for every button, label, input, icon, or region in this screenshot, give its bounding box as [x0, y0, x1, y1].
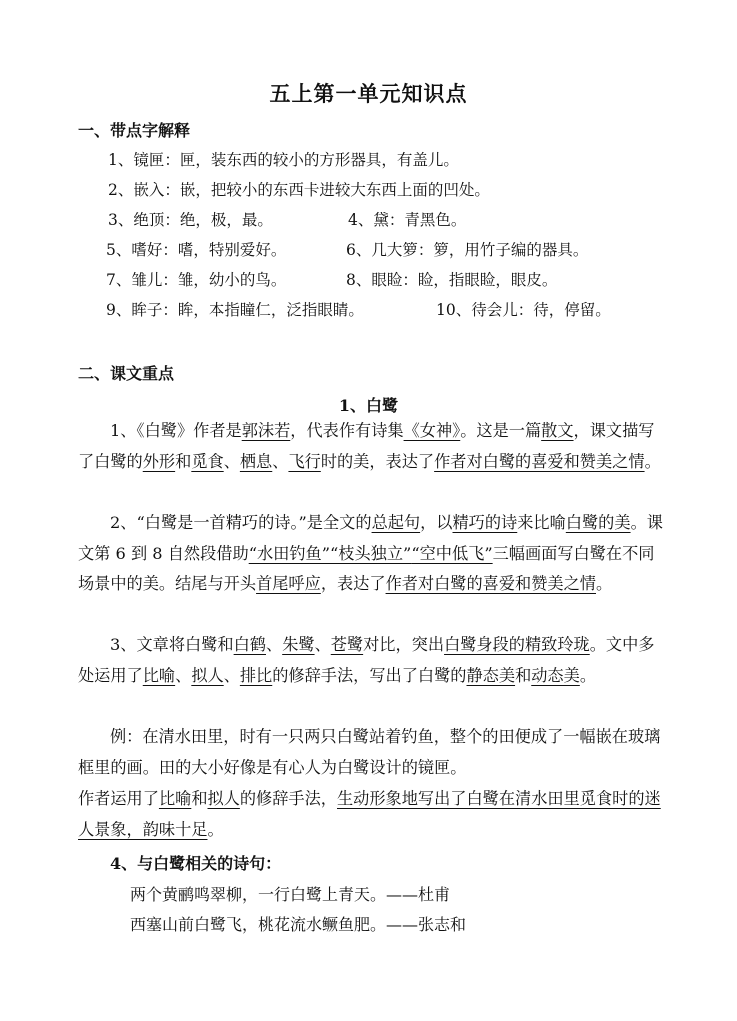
definition-item: 2、嵌入：嵌，把较小的东西卡进较大东西上面的凹处。 [108, 181, 490, 199]
definition-item: 6、几大箩：箩，用竹子编的器具。 [346, 241, 589, 259]
related-poems-heading: 4、与白鹭相关的诗句： [110, 854, 282, 873]
key-point-paragraph-2: 2、“白鹭是一首精巧的诗。”是全文的总起句，以精巧的诗来比喻白鹭的美。课文第 6 到 8 自然段借助“水田钓鱼”“枝头独立”“空中低飞”三幅画面写白鹭在不同场景中的美。结尾与开头首尾呼应，表达了作者对白鹭的喜爱和赞美之情。 [78, 513, 663, 594]
example-paragraph: 例：在清水田里，时有一只两只白鹭站着钓鱼，整个的田便成了一幅嵌在玻璃框里的画。田的大小好像是有心人为白鹭设计的镜匣。 [78, 727, 661, 777]
definition-item: 10、待会儿：待，停留。 [436, 301, 611, 319]
definition-item: 7、雏儿：雏，幼小的鸟。 [106, 271, 287, 289]
poem-line: 两个黄鹂鸣翠柳，一行白鹭上青天。——杜甫 [130, 885, 451, 904]
poem-line: 西塞山前白鹭飞，桃花流水鳜鱼肥。——张志和 [130, 915, 467, 934]
key-point-paragraph-3: 3、文章将白鹭和白鹤、朱鹭、苍鹭对比，突出白鹭身段的精致玲珑。文中多处运用了比喻、拟人、排比的修辞手法，写出了白鹭的静态美和动态美。 [78, 635, 655, 685]
definition-item: 8、眼睑：睑，指眼睑，眼皮。 [346, 271, 558, 289]
lesson-title: 1、白鹭 [338, 396, 399, 415]
analysis-paragraph: 作者运用了比喻和拟人的修辞手法，生动形象地写出了白鹭在清水田里觅食时的迷人景象，韵味十足。 [78, 789, 661, 839]
section-heading-definitions: 一、带点字解释 [78, 121, 191, 140]
definition-item: 9、眸子：眸，本指瞳仁，泛指眼睛。 [106, 301, 364, 319]
definition-item: 1、镜匣：匣，装东西的较小的方形器具，有盖儿。 [108, 151, 459, 169]
key-point-paragraph-1: 1、《白鹭》作者是郭沫若，代表作有诗集《女神》。这是一篇散文，课文描写了白鹭的外形和觅食、栖息、飞行时的美，表达了作者对白鹭的喜爱和赞美之情。 [78, 421, 661, 471]
section-heading-key-points: 二、课文重点 [78, 364, 175, 383]
definition-item: 5、嗜好：嗜，特别爱好。 [106, 241, 287, 259]
definition-item: 3、绝顶：绝，极，最。 [108, 211, 273, 229]
page-title: 五上第一单元知识点 [269, 81, 468, 106]
definition-item: 4、黛：青黑色。 [348, 211, 467, 229]
